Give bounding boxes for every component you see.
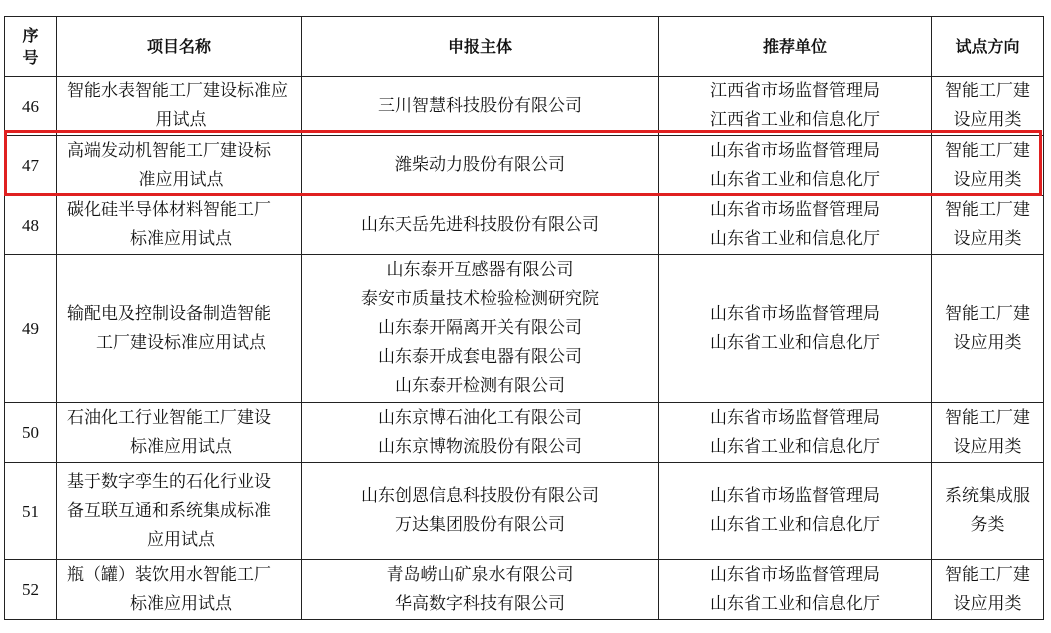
row-seq: 52 xyxy=(5,560,57,620)
recommender-line: 山东省市场监督管理局 xyxy=(710,407,880,428)
row-applicant xyxy=(302,77,659,136)
applicant-line: 潍柴动力股份有限公司 xyxy=(395,155,565,175)
row-recommender xyxy=(659,196,932,255)
row-seq: 49 xyxy=(5,255,57,403)
row-direction xyxy=(932,255,1044,403)
row-seq: 50 xyxy=(5,403,57,463)
header-project-name: 项目名称 xyxy=(57,17,302,77)
row-recommender xyxy=(659,403,932,463)
row-project-name xyxy=(57,255,302,403)
row-direction xyxy=(932,136,1044,196)
row-project-name xyxy=(57,403,302,463)
applicant-line: 山东泰开互感器有限公司 xyxy=(386,260,574,280)
row-applicant xyxy=(302,560,659,620)
row-seq: 46 xyxy=(5,77,57,136)
table-row xyxy=(5,463,1044,560)
recommender-line: 山东省工业和信息化厅 xyxy=(710,436,880,457)
applicant-line: 山东京博石油化工有限公司 xyxy=(378,407,582,428)
header-direction: 试点方向 xyxy=(932,17,1044,77)
row-applicant xyxy=(302,196,659,255)
row-recommender xyxy=(659,136,932,196)
table-body xyxy=(5,77,1044,620)
header-recommender: 推荐单位 xyxy=(659,17,932,77)
table-row xyxy=(5,255,1044,403)
table-row xyxy=(5,136,1044,196)
name-line: 瓶（罐）装饮用水智能工厂 xyxy=(67,564,271,585)
name-line: 高端发动机智能工厂建设标 xyxy=(67,140,271,161)
table-row xyxy=(5,77,1044,136)
recommender-line: 江西省工业和信息化厅 xyxy=(710,110,880,130)
recommender-line: 山东省工业和信息化厅 xyxy=(710,515,880,535)
name-line: 准应用试点 xyxy=(138,169,224,190)
row-applicant xyxy=(302,403,659,463)
recommender-line: 江西省市场监督管理局 xyxy=(710,81,880,101)
project-table xyxy=(4,16,1044,620)
direction-line: 系统集成服 xyxy=(945,486,1030,506)
header-seq: 序号 xyxy=(5,17,57,77)
table-row xyxy=(5,196,1044,255)
name-line: 标准应用试点 xyxy=(130,436,232,457)
applicant-line: 山东天岳先进科技股份有限公司 xyxy=(361,214,599,235)
row-recommender xyxy=(659,77,932,136)
direction-line: 智能工厂建 xyxy=(945,564,1030,585)
applicant-line: 山东京博物流股份有限公司 xyxy=(378,436,582,457)
row-applicant xyxy=(302,136,659,196)
applicant-line: 华高数字科技有限公司 xyxy=(395,593,565,614)
direction-line: 智能工厂建 xyxy=(945,200,1030,220)
table-row xyxy=(5,560,1044,620)
row-project-name xyxy=(57,560,302,620)
row-applicant xyxy=(302,255,659,403)
row-recommender xyxy=(659,255,932,403)
name-line: 标准应用试点 xyxy=(130,229,232,249)
applicant-line: 三川智慧科技股份有限公司 xyxy=(378,95,582,116)
name-line: 石油化工行业智能工厂建设 xyxy=(67,407,271,428)
recommender-line: 山东省工业和信息化厅 xyxy=(710,169,880,190)
name-line: 智能水表智能工厂建设标准应 xyxy=(67,81,288,101)
direction-line: 设应用类 xyxy=(953,332,1022,353)
row-direction xyxy=(932,77,1044,136)
row-direction xyxy=(932,196,1044,255)
row-direction xyxy=(932,403,1044,463)
direction-line: 智能工厂建 xyxy=(945,407,1030,428)
name-line: 基于数字孪生的石化行业设 xyxy=(67,471,271,492)
row-seq: 48 xyxy=(5,196,57,255)
direction-line: 务类 xyxy=(970,515,1005,535)
direction-line: 设应用类 xyxy=(953,229,1022,249)
row-project-name xyxy=(57,196,302,255)
row-recommender xyxy=(659,560,932,620)
row-direction xyxy=(932,560,1044,620)
direction-line: 设应用类 xyxy=(953,436,1022,457)
applicant-line: 青岛崂山矿泉水有限公司 xyxy=(386,564,574,585)
applicant-line: 山东泰开隔离开关有限公司 xyxy=(378,318,582,338)
direction-line: 智能工厂建 xyxy=(945,140,1030,161)
recommender-line: 山东省市场监督管理局 xyxy=(710,486,880,506)
name-line: 标准应用试点 xyxy=(130,593,232,614)
direction-line: 设应用类 xyxy=(953,110,1022,130)
recommender-line: 山东省工业和信息化厅 xyxy=(710,229,880,249)
row-seq: 51 xyxy=(5,463,57,560)
row-applicant xyxy=(302,463,659,560)
direction-line: 智能工厂建 xyxy=(945,81,1030,101)
applicant-line: 山东泰开成套电器有限公司 xyxy=(378,347,582,367)
direction-line: 智能工厂建 xyxy=(945,303,1030,324)
recommender-line: 山东省市场监督管理局 xyxy=(710,200,880,220)
applicant-line: 山东创恩信息科技股份有限公司 xyxy=(361,486,599,506)
name-line: 备互联互通和系统集成标准 xyxy=(67,500,271,521)
applicant-line: 山东泰开检测有限公司 xyxy=(395,376,565,396)
direction-line: 设应用类 xyxy=(953,169,1022,190)
row-seq: 47 xyxy=(5,136,57,196)
row-project-name xyxy=(57,136,302,196)
table-header-row xyxy=(5,17,1044,77)
name-line: 应用试点 xyxy=(147,529,215,550)
recommender-line: 山东省工业和信息化厅 xyxy=(710,332,880,353)
recommender-line: 山东省工业和信息化厅 xyxy=(710,593,880,614)
name-line: 碳化硅半导体材料智能工厂 xyxy=(67,200,271,220)
name-line: 工厂建设标准应用试点 xyxy=(96,332,266,353)
applicant-line: 泰安市质量技术检验检测研究院 xyxy=(361,289,599,309)
header-applicant: 申报主体 xyxy=(302,17,659,77)
recommender-line: 山东省市场监督管理局 xyxy=(710,303,880,324)
recommender-line: 山东省市场监督管理局 xyxy=(710,564,880,585)
row-project-name xyxy=(57,463,302,560)
recommender-line: 山东省市场监督管理局 xyxy=(710,140,880,161)
name-line: 用试点 xyxy=(155,110,207,130)
name-line: 输配电及控制设备制造智能 xyxy=(67,303,271,324)
row-project-name xyxy=(57,77,302,136)
direction-line: 设应用类 xyxy=(953,593,1022,614)
applicant-line: 万达集团股份有限公司 xyxy=(395,515,565,535)
row-direction xyxy=(932,463,1044,560)
row-recommender xyxy=(659,463,932,560)
table-row xyxy=(5,403,1044,463)
